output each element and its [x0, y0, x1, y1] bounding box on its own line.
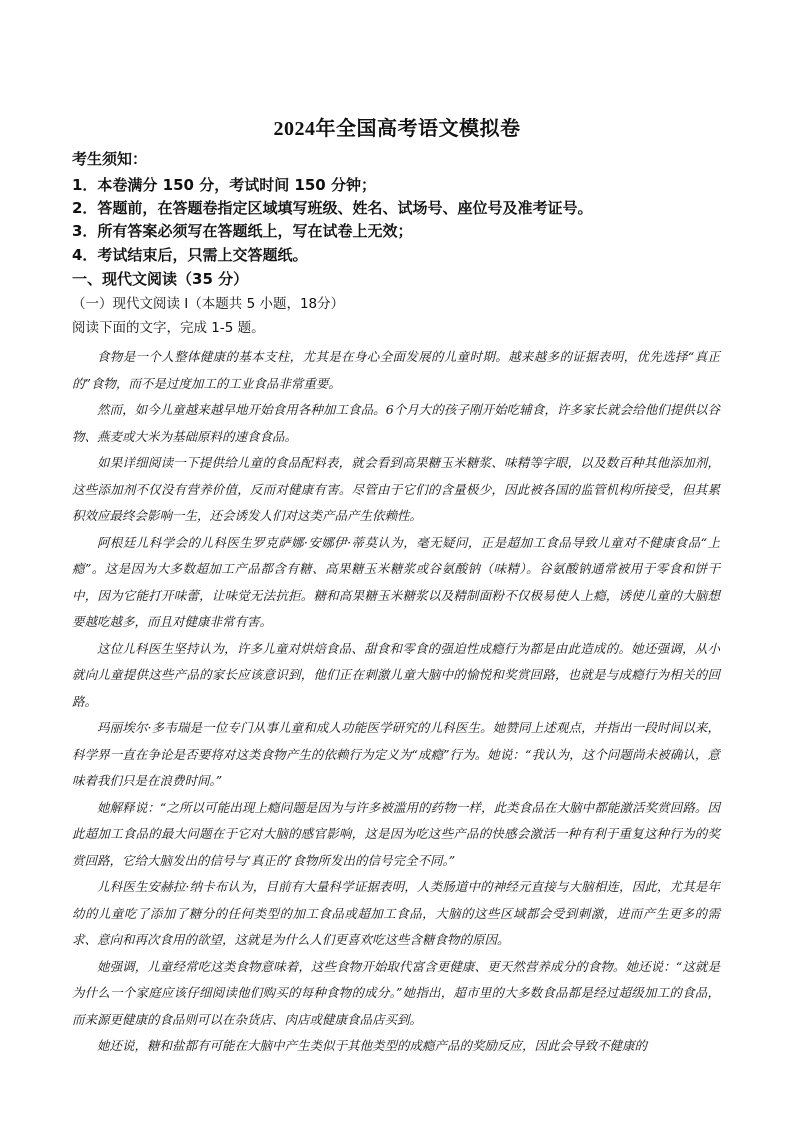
passage-paragraph: 这位儿科医生坚持认为，许多儿童对烘焙食品、甜食和零食的强迫性成瘾行为都是由此造成的。她还强调，从小就向儿童提供这些产品的家长应该意识到，他们正在刺激儿童大脑中的愉悦和奖赏回路，也就是与成瘾行为相关的回路。: [72, 640, 720, 709]
passage-paragraph: 阿根廷儿科学会的儿科医生罗克萨娜·安娜伊·蒂莫认为，毫无疑问，正是超加工食品导致儿童对不健康食品“上瘾”。这是因为大多数超加工产品都含有糖、高果糖玉米糖浆或谷氨酸钠（味精）。谷氨酸钠通常被用于零食和饼干中，因为它能打开味蕾，让味觉无法抗拒。糖和高果糖玉米糖浆以及精制面粉不仅极易使人上瘾，诱使儿童的大脑想要越吃越多，而且对健康非常有害。: [72, 534, 720, 629]
passage-paragraph: 她强调，儿童经常吃这类食物意味着，这些食物开始取代富含更健康、更天然营养成分的食物。她还说：“这就是为什么一个家庭应该仔细阅读他们购买的每种食物的成分。”她指出，超市里的大多数食品都是经过超级加工的食品，而来源更健康的食品则可以在杂货店、肉店或健康食品店买到。: [72, 958, 720, 1027]
passage-paragraph: 她解释说：“之所以可能出现上瘾问题是因为与许多被滥用的药物一样，此类食品在大脑中都能激活奖赏回路。因此超加工食品的最大问题在于它对大脑的感官影响，这是因为吃这些产品的快感会激活一种有利于重复这种行为的奖赏回路，它给大脑发出的信号与‘真正的’食物所发出的信号完全不同。”: [72, 799, 720, 868]
passage-paragraph: 她还说，糖和盐都有可能在大脑中产生类似于其他类型的成瘾产品的奖励反应，因此会导致不健康的: [97, 1038, 648, 1053]
reading-instruction: 阅读下面的文字，完成 1-5 题。: [72, 320, 265, 336]
section-heading: 一、现代文阅读（35 分）: [72, 270, 249, 288]
section-subheading: （一）现代文阅读 I（本题共 5 小题，18分）: [72, 296, 345, 312]
reading-passage: [72, 344, 720, 1060]
notice-item: 4．考试结束后，只需上交答题纸。: [72, 246, 308, 264]
passage-paragraph: 玛丽埃尔·多韦瑞是一位专门从事儿童和成人功能医学研究的儿科医生。她赞同上述观点，并指出一段时间以来，科学界一直在争论是否要将对这类食物产生的依赖行为定义为“成瘾”行为。她说：“我认为，这个问题尚未被确认，意味着我们只是在浪费时间。”: [72, 720, 720, 788]
notice-heading: 考生须知：: [72, 150, 148, 168]
notice-item: 1．本卷满分 150 分，考试时间 150 分钟；: [72, 176, 376, 194]
passage-paragraph: 如果详细阅读一下提供给儿童的食品配料表，就会看到高果糖玉米糖浆、味精等字眼，以及数百种其他添加剂，这些添加剂不仅没有营养价值，反而对健康有害。尽管由于它们的含量极少，因此被各国的监管机构所接受，但其累积效应最终会影响一生，还会诱发人们对这类产品产生依赖性。: [72, 455, 720, 523]
notice-item: 3．所有答案必须写在答题纸上，写在试卷上无效；: [72, 222, 413, 240]
passage-paragraph: 儿科医生安赫拉·纳卡布认为，目前有大量科学证据表明，人类肠道中的神经元直接与大脑相连，因此，尤其是年幼的儿童吃了添加了糖分的任何类型的加工食品或超加工食品，大脑的这些区域都会受到刺激，进而产生更多的需求、意向和再次食用的欲望，这就是为什么人们更喜欢吃这些含糖食物的原因。: [72, 879, 720, 947]
notice-item: 2．答题前，在答题卷指定区域填写班级、姓名、试场号、座位号及准考证号。: [72, 199, 593, 217]
exam-title: 2024年全国高考语文模拟卷: [273, 118, 521, 140]
passage-paragraph: 食物是一个人整体健康的基本支柱，尤其是在身心全面发展的儿童时期。越来越多的证据表明，优先选择“真正的”食物，而不是过度加工的工业食品非常重要。: [72, 349, 720, 391]
passage-paragraph: 然而，如今儿童越来越早地开始食用各种加工食品。6个月大的孩子刚开始吃辅食，许多家长就会给他们提供以谷物、燕麦或大米为基础原料的速食食品。: [72, 402, 720, 444]
